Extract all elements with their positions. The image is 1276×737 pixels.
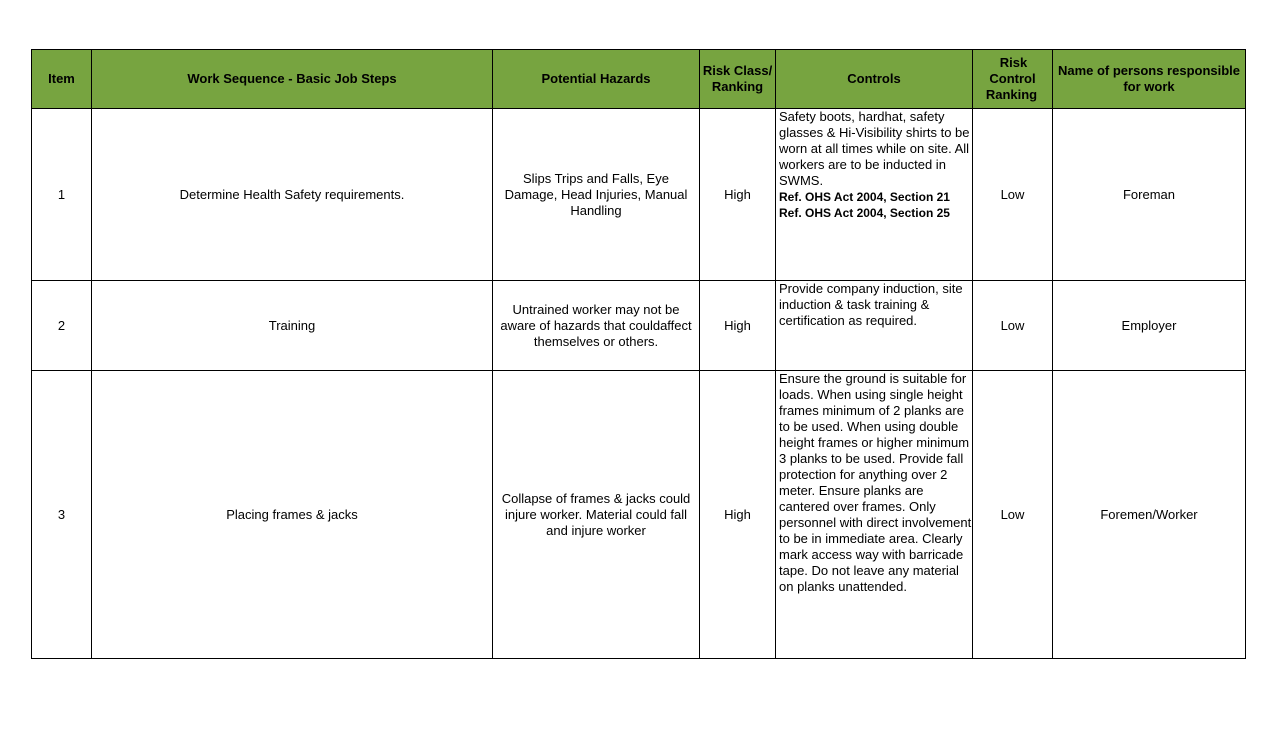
- cell-risk-control: Low: [973, 371, 1053, 659]
- cell-work-sequence: Training: [92, 281, 493, 371]
- cell-controls: [776, 109, 973, 281]
- cell-hazards: [493, 109, 700, 281]
- controls-text: Provide company induction, site induction & task training & certification as required.: [779, 281, 963, 328]
- cell-risk-class: High: [700, 281, 776, 371]
- header-responsible: [1053, 50, 1246, 109]
- controls-text: Safety boots, hardhat, safety glasses & Hi-Visibility shirts to be worn at all times while on site. All workers are to be inducted in SWMS.: [779, 109, 970, 188]
- header-risk-control: [973, 50, 1053, 109]
- hazards-text: Collapse of frames & jacks could injure worker. Material could fall and injure worker: [501, 490, 691, 538]
- header-risk-class-label: Risk Class/ Ranking: [702, 63, 773, 94]
- header-item: Item: [32, 50, 92, 109]
- header-row: [32, 50, 1246, 109]
- cell-responsible: Foreman: [1053, 109, 1246, 281]
- controls-reference: Ref. OHS Act 2004, Section 21: [779, 190, 950, 204]
- table-row: [32, 371, 1246, 659]
- header-potential-hazards: Potential Hazards: [493, 50, 700, 109]
- cell-controls: [776, 281, 973, 371]
- swms-table: [31, 49, 1246, 659]
- cell-responsible: Employer: [1053, 281, 1246, 371]
- cell-risk-class: High: [700, 109, 776, 281]
- header-risk-class: [700, 50, 776, 109]
- header-responsible-label: Name of persons responsible for work: [1057, 63, 1241, 94]
- header-risk-control-label: Risk Control Ranking: [985, 55, 1038, 102]
- cell-risk-class: High: [700, 371, 776, 659]
- cell-controls: [776, 371, 973, 659]
- cell-hazards: [493, 281, 700, 371]
- cell-item: 2: [32, 281, 92, 371]
- controls-text: Ensure the ground is suitable for loads. When using single height frames minimum of 2 planks are to be used. When using double height frames or higher minimum 3 planks to be used. Provide fall protection for anything over 2 meter. Ensure planks are cantered over frames. Only personnel with direct involvement to be in immediate area. Clearly mark access way with barricade tape. Do not leave any material on planks unattended.: [779, 371, 972, 594]
- hazards-text: Untrained worker may not be aware of hazards that couldaffect themselves or others.: [500, 301, 692, 349]
- cell-responsible: Foremen/Worker: [1053, 371, 1246, 659]
- hazards-text: Slips Trips and Falls, Eye Damage, Head Injuries, Manual Handling: [504, 170, 688, 218]
- cell-hazards: [493, 371, 700, 659]
- cell-risk-control: Low: [973, 109, 1053, 281]
- cell-item: 3: [32, 371, 92, 659]
- table-row: [32, 109, 1246, 281]
- cell-item: 1: [32, 109, 92, 281]
- cell-work-sequence: Determine Health Safety requirements.: [92, 109, 493, 281]
- controls-reference: Ref. OHS Act 2004, Section 25: [779, 206, 950, 220]
- header-controls: Controls: [776, 50, 973, 109]
- table-row: [32, 281, 1246, 371]
- header-work-sequence: Work Sequence - Basic Job Steps: [92, 50, 493, 109]
- cell-work-sequence: Placing frames & jacks: [92, 371, 493, 659]
- cell-risk-control: Low: [973, 281, 1053, 371]
